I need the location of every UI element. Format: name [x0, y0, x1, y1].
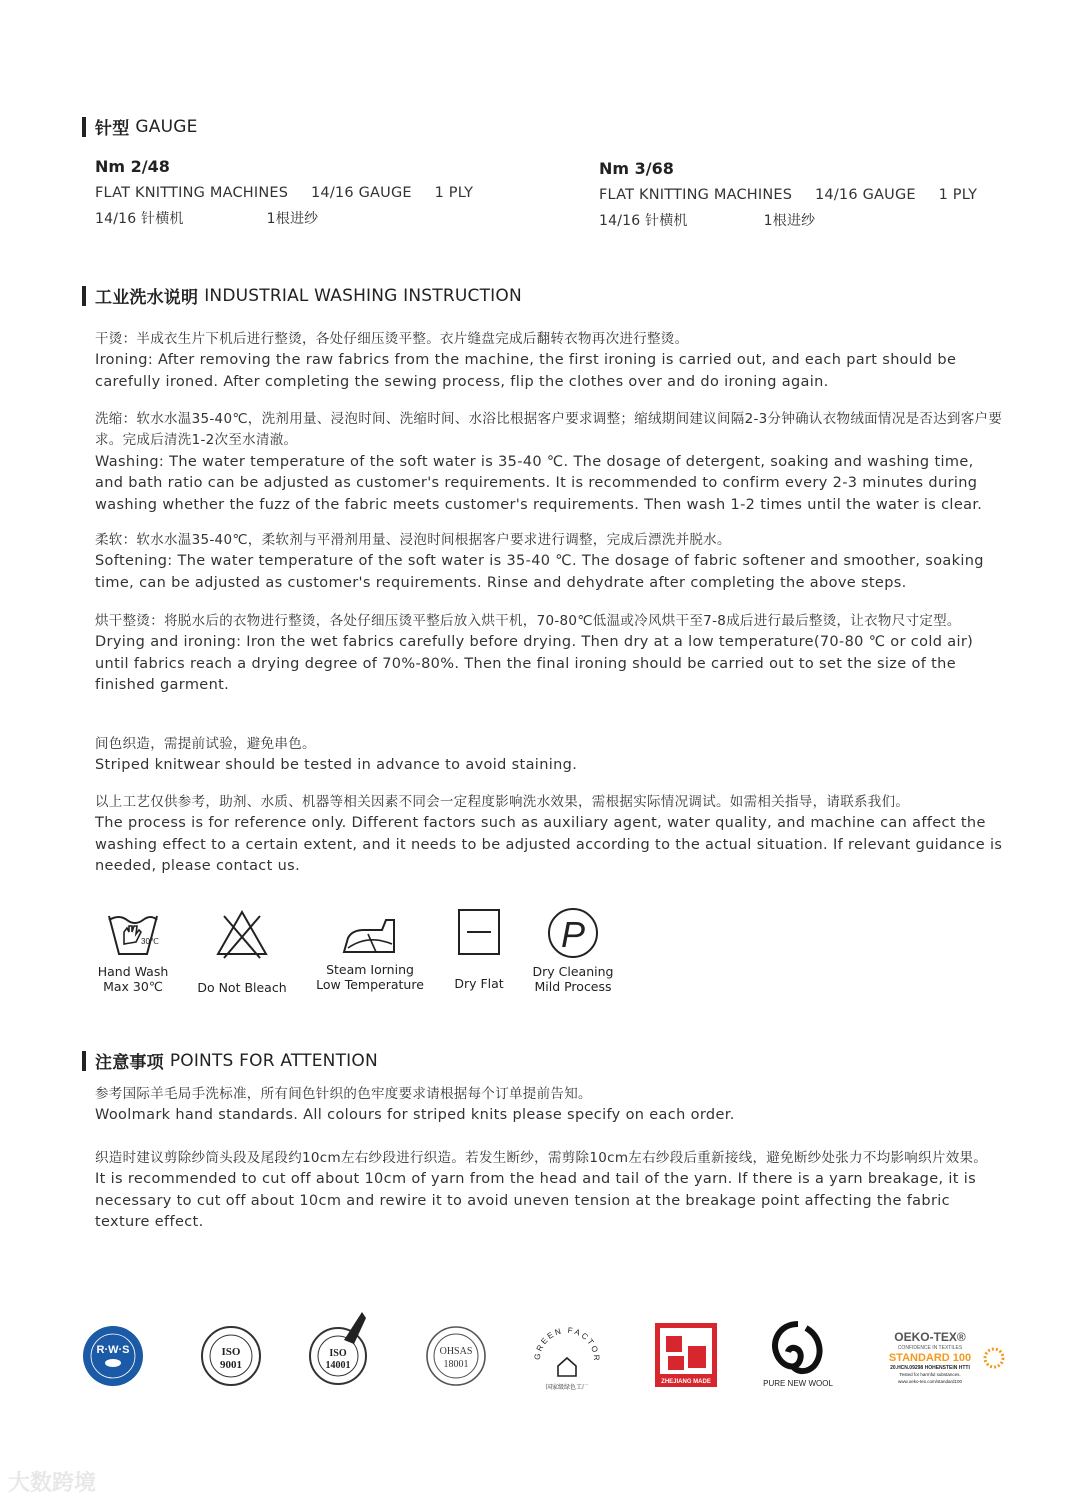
title-bar: [82, 1051, 86, 1071]
oeko-tex-logo-icon: [870, 1328, 1006, 1388]
care-label: Hand Wash: [97, 964, 169, 979]
care-dry-clean: [528, 904, 618, 994]
paragraph-en: Ironing: After removing the raw fabrics from the machine, the first ironing is carried out, and each part should be carefully ironed. After completing the sewing process, flip the clothes over and do ironing again.: [95, 352, 957, 390]
iso14001-logo: [308, 1310, 372, 1392]
care-label: Max 30℃: [103, 979, 163, 994]
washing-title-en: INDUSTRIAL WASHING INSTRUCTION: [204, 285, 522, 306]
paragraph-zh: 柔软：软水水温35-40℃，柔软剂与平滑剂用量、浸泡时间根据客户要求进行调整，完成后漂洗并脱水。: [95, 532, 731, 548]
svg-text:STANDARD 100: STANDARD 100: [888, 1352, 972, 1364]
svg-text:Tested for harmful substances.: Tested for harmful substances.: [899, 1372, 961, 1377]
gauge-section-title: [82, 114, 198, 139]
care-dry-flat: [444, 904, 514, 991]
steam-iron-icon: [338, 904, 402, 960]
machine-zh-right: 14/16 针横机: [599, 213, 688, 229]
svg-text:CONFIDENCE IN TEXTILES: CONFIDENCE IN TEXTILES: [897, 1345, 963, 1351]
svg-text:ISO: ISO: [221, 1346, 241, 1358]
dry-flat-icon: [455, 904, 503, 960]
attention-section-title: [82, 1048, 378, 1073]
pure-new-wool-logo-icon: [760, 1318, 836, 1390]
gauge-left: [95, 157, 473, 228]
rws-logo-icon: [82, 1325, 144, 1387]
paragraph-zh: 干烫：半成衣生片下机后进行整烫，各处仔细压烫平整。衣片缝盘完成后翻转衣物再次进行整烫。: [95, 331, 689, 347]
paragraph-zh: 以上工艺仅供参考，助剂、水质、机器等相关因素不同会一定程度影响洗水效果，需根据实际情况调试。如需相关指导，请联系我们。: [95, 794, 910, 810]
svg-text:P: P: [560, 914, 586, 955]
zhejiang-made-logo-icon: [654, 1322, 718, 1388]
striped-paragraph: [95, 734, 1005, 777]
svg-text:PURE NEW WOOL: PURE NEW WOOL: [763, 1379, 833, 1388]
yarn-cut-paragraph: [95, 1148, 1005, 1234]
svg-text:14001: 14001: [325, 1360, 351, 1371]
svg-text:30℃: 30℃: [141, 937, 159, 946]
paragraph-en: Softening: The water temperature of the soft water is 35-40 ℃. The dosage of fabric softener and smoother, soaking time, can be adjusted as customer's requirements. Rinse and dehydrate after completing the above steps.: [95, 553, 984, 591]
paragraph-en: The process is for reference only. Different factors such as auxiliary agent, water quality, and machine can affect the washing effect to a certain extent, and it needs to be adjusted according to the actual situation. If relevant guidance is needed, please contact us.: [95, 815, 1003, 875]
ply-right: 1 PLY: [938, 187, 978, 203]
svg-text:9001: 9001: [220, 1359, 242, 1371]
paragraph-zh: 洗缩：软水水温35-40℃，洗剂用量、浸泡时间、洗缩时间、水浴比根据客户要求调整；缩绒期间建议间隔2-3分钟确认衣物绒面情况是否达到客户要求。完成后清洗1-2次至水清澈。: [95, 411, 1003, 449]
ohsas-logo-icon: [423, 1325, 489, 1387]
washing-section-title: [82, 283, 522, 308]
woolmark-paragraph: [95, 1084, 1005, 1127]
paragraph-zh: 烘干整烫：将脱水后的衣物进行整烫，各处仔细压烫平整后放入烘干机，70-80℃低温或冷风烘干至7-8成后进行最后整烫，让衣物尺寸定型。: [95, 613, 961, 629]
softening-paragraph: [95, 530, 1005, 594]
machine-left: FLAT KNITTING MACHINES: [95, 185, 289, 201]
svg-text:OHSAS: OHSAS: [439, 1346, 473, 1357]
nm-right: Nm 3/68: [599, 159, 674, 178]
green-factory-logo: [530, 1320, 604, 1396]
gauge-left-value: 14/16 GAUGE: [310, 185, 412, 201]
machine-zh-left: 14/16 针横机: [95, 211, 184, 227]
ply-zh-right: 1根进纱: [763, 213, 816, 229]
attention-title-en: POINTS FOR ATTENTION: [169, 1050, 378, 1071]
paragraph-en: Washing: The water temperature of the soft water is 35-40 ℃. The dosage of detergent, soaking and washing time, and bath ratio can be adjusted as customer's requirements. It is recommended to confirm every 2-3 minutes during washing whether the fuzz of the fabric meets customer's requirements. Then wash 1-2 times until the water is clear.: [95, 453, 983, 513]
paragraph-zh: 织造时建议剪除纱筒头段及尾段约10cm左右纱段进行织造。若发生断纱，需剪除10cm左右纱段后重新接线，避免断纱处张力不均影响织片效果。: [95, 1150, 988, 1166]
svg-text:GREEN FACTORY: GREEN FACTOR: [532, 1325, 602, 1363]
paragraph-en: Woolmark hand standards. All colours for striped knits please specify on each order.: [95, 1107, 735, 1124]
paragraph-zh: 参考国际羊毛局手洗标准，所有间色针织的色牢度要求请根据每个订单提前告知。: [95, 1086, 592, 1102]
care-label: Low Temperature: [316, 977, 424, 992]
machine-right: FLAT KNITTING MACHINES: [599, 187, 793, 203]
oeko-tex-logo: [870, 1328, 1006, 1392]
care-label: Do Not Bleach: [197, 980, 287, 995]
svg-text:ISO: ISO: [329, 1348, 347, 1359]
rws-logo: [82, 1325, 144, 1391]
iso9001-logo: [200, 1325, 262, 1391]
reference-paragraph: [95, 792, 1005, 878]
paragraph-en: Drying and ironing: Iron the wet fabrics carefully before drying. Then dry at a low temperature(70-80 ℃ or cold air) until fabrics reach a drying degree of 70%-80%. Then the final ironing should be carried out to set the size of the finished garment.: [95, 634, 974, 694]
care-hand-wash: [88, 904, 178, 994]
svg-text:国家级绿色工厂: 国家级绿色工厂: [545, 1384, 589, 1391]
care-label: Dry Flat: [454, 976, 504, 991]
care-label: Dry Cleaning: [532, 964, 614, 979]
hand-wash-icon: [101, 904, 165, 960]
dry-clean-icon: [545, 904, 601, 960]
gauge-right: [599, 159, 977, 230]
washing-paragraph: [95, 409, 1005, 516]
svg-text:20.HCN.09298 HOHENSTEIN HTTI: 20.HCN.09298 HOHENSTEIN HTTI: [890, 1365, 970, 1371]
svg-text:18001: 18001: [443, 1359, 469, 1370]
paragraph-en: Striped knitwear should be tested in advance to avoid staining.: [95, 757, 578, 774]
svg-text:www.oeko-tex.com/standard100: www.oeko-tex.com/standard100: [897, 1379, 963, 1384]
paragraph-zh: 间色织造，需提前试验，避免串色。: [95, 736, 316, 752]
svg-text:R·W·S: R·W·S: [96, 1344, 130, 1356]
watermark: 大数跨境: [8, 1471, 97, 1496]
green-factory-logo-icon: [530, 1320, 604, 1392]
paragraph-en: It is recommended to cut off about 10cm of yarn from the head and tail of the yarn. If there is a yarn breakage, it is necessary to cut off about 10cm and rewire it to avoid uneven tension at the breakage point affecting the fabric texture effect.: [95, 1171, 977, 1231]
care-label: Mild Process: [534, 979, 612, 994]
title-bar: [82, 286, 86, 306]
care-steam-iron: [310, 904, 430, 992]
nm-left: Nm 2/48: [95, 157, 170, 176]
iso14001-logo-icon: [308, 1310, 372, 1388]
ohsas-logo: [423, 1325, 489, 1391]
iso9001-logo-icon: [200, 1325, 262, 1387]
attention-title-zh: 注意事项: [95, 1053, 164, 1073]
ply-zh-left: 1根进纱: [266, 211, 319, 227]
gauge-title-en: GAUGE: [135, 116, 198, 137]
care-label: Steam Iorning: [326, 962, 414, 977]
pure-new-wool-logo: [760, 1318, 836, 1394]
gauge-title-zh: 针型: [95, 119, 130, 139]
gauge-right-value: 14/16 GAUGE: [814, 187, 916, 203]
washing-title-zh: 工业洗水说明: [95, 288, 199, 308]
ironing-paragraph: [95, 329, 1005, 393]
drying-paragraph: [95, 611, 1005, 697]
svg-text:OEKO-TEX®: OEKO-TEX®: [894, 1330, 966, 1344]
zhejiang-made-logo: [654, 1322, 718, 1392]
care-do-not-bleach: [190, 904, 294, 995]
do-not-bleach-icon: [210, 904, 274, 960]
svg-text:ZHEJIANG MADE: ZHEJIANG MADE: [661, 1379, 711, 1385]
title-bar: [82, 117, 86, 137]
ply-left: 1 PLY: [434, 185, 474, 201]
